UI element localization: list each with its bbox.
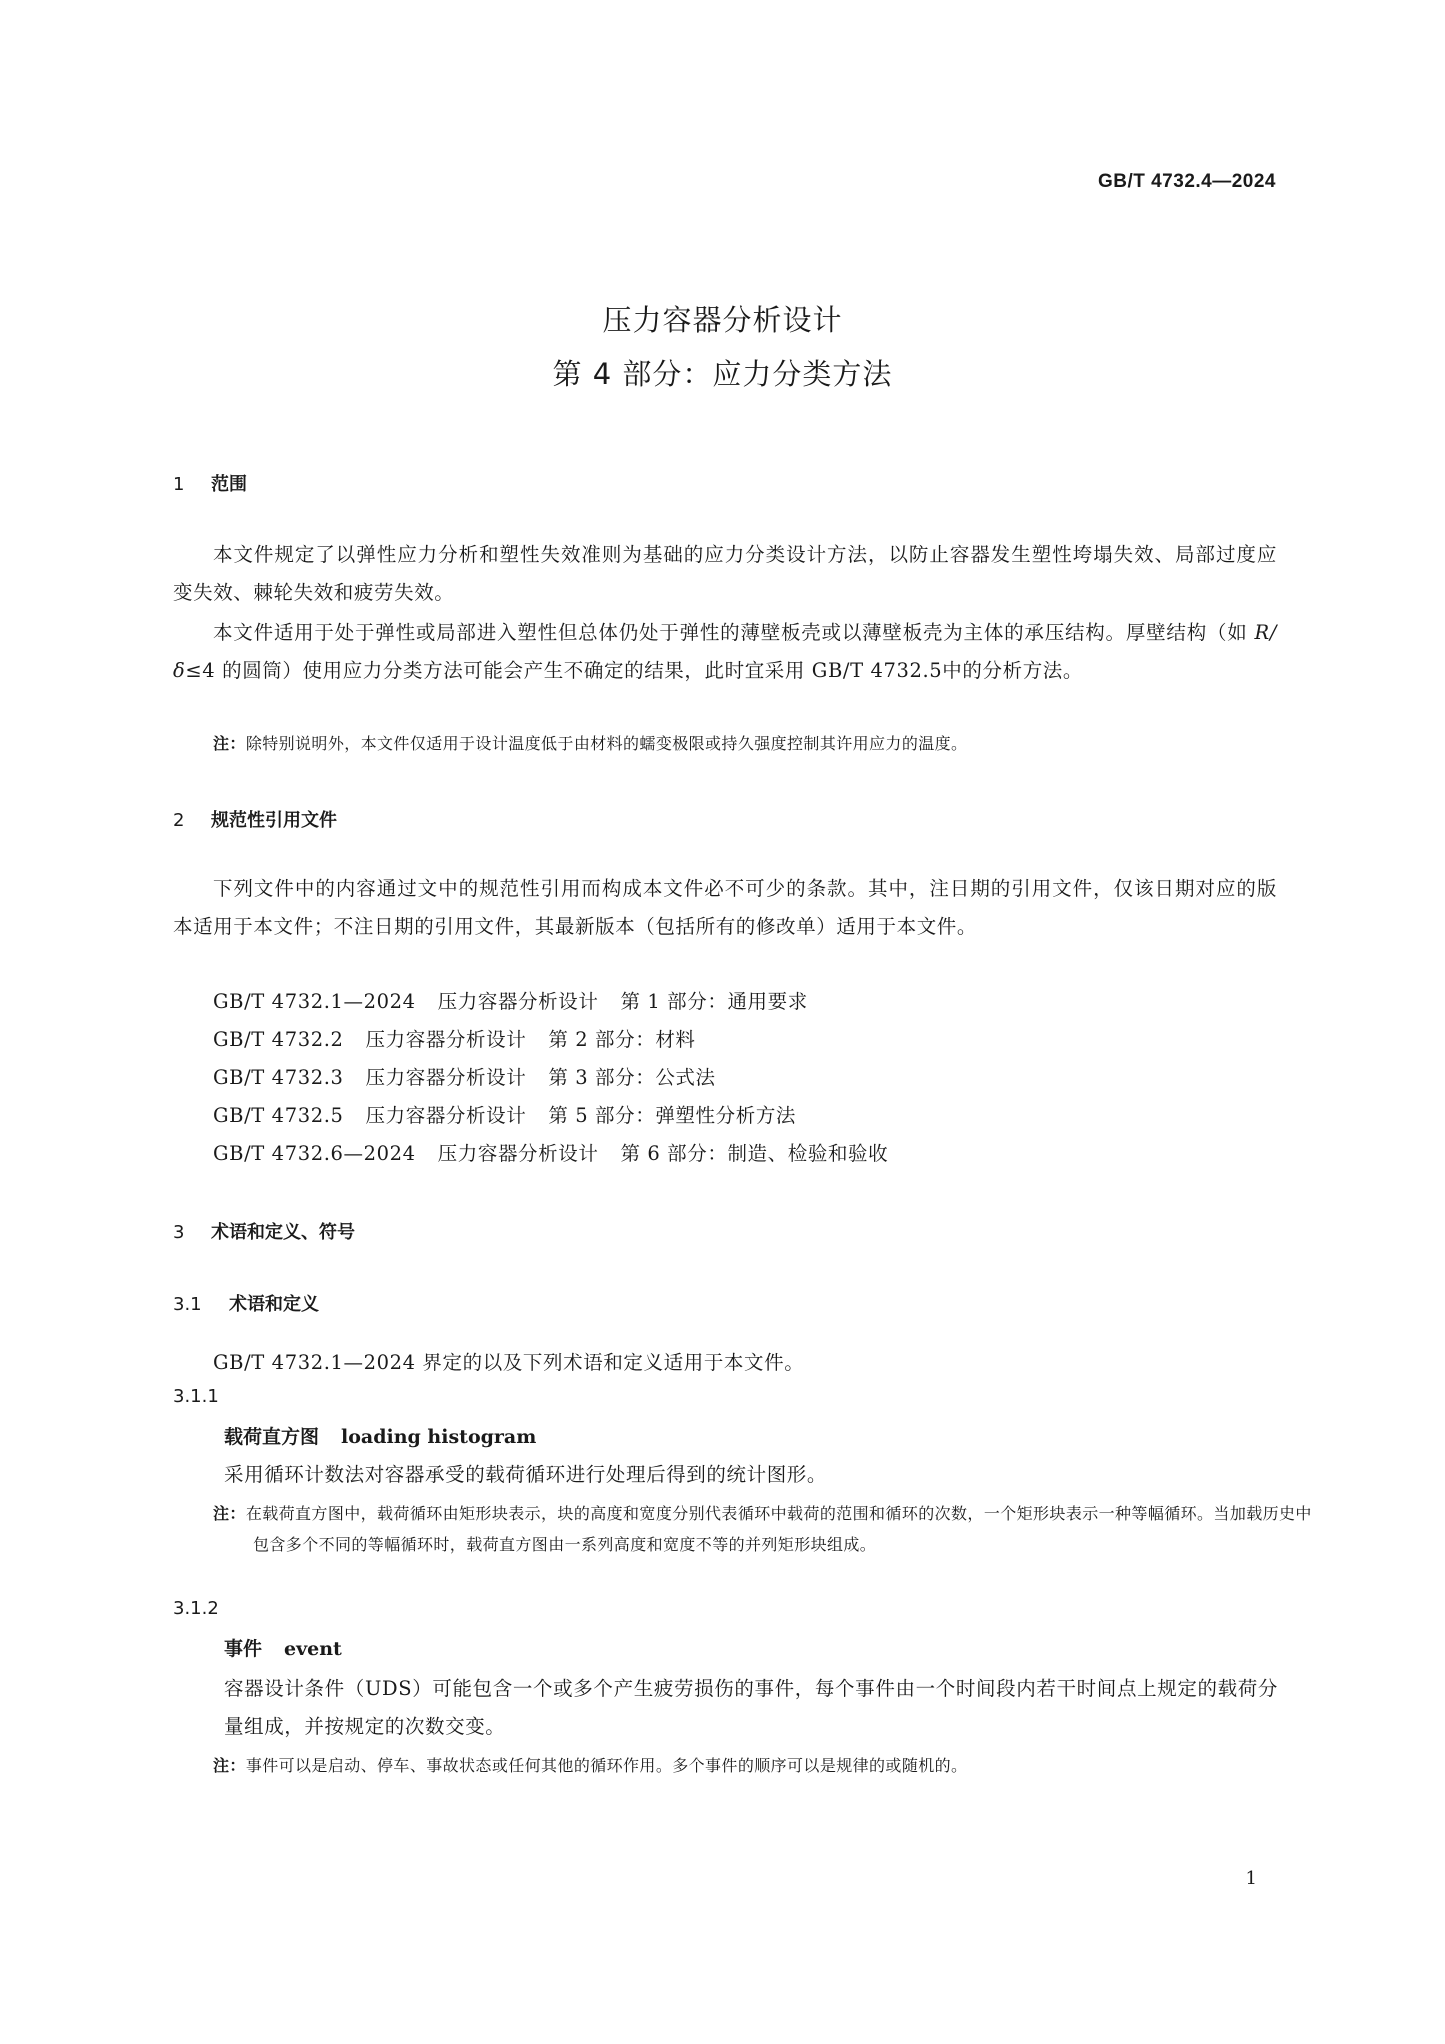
term-definition: 容器设计条件（UDS）可能包含一个或多个产生疲劳损伤的事件，每个事件由一个时间段内若干时间点上规定的载荷分量组成，并按规定的次数交变。 [224,1677,1278,1738]
subsection-number: 3.1 [173,1294,202,1315]
ref-code: GB/T 4732.2 [213,1028,344,1051]
term-name [224,1422,536,1449]
ref-code: GB/T 4732.1—2024 [213,990,416,1013]
term-zh: 载荷直方图 [224,1426,320,1448]
ref-name: 压力容器分析设计 [365,1066,527,1089]
paragraph-text: 本文件适用于处于弹性或局部进入塑性但总体仍处于弹性的薄壁板壳或以薄壁板壳为主体的承压结构。厚壁结构（如 [213,621,1255,644]
section-2-paragraph-1: 下列文件中的内容通过文中的规范性引用而构成本文件必不可少的条款。其中，注日期的引用文件，仅该日期对应的版本适用于本文件；不注日期的引用文件，其最新版本（包括所有的修改单）适用于本文件。 [173,877,1277,938]
section-1-paragraph-2 [173,614,1277,690]
ref-code: GB/T 4732.5 [213,1104,344,1127]
ref-part: 第 3 部分：公式法 [548,1066,716,1089]
ref-part: 第 2 部分：材料 [548,1028,696,1051]
document-title: 压力容器分析设计 [602,303,843,337]
note-text: 在载荷直方图中，载荷循环由矩形块表示，块的高度和宽度分别代表循环中载荷的范围和循环的次数，一个矩形块表示一种等幅循环。当加载历史中包含多个不同的等幅循环时，载荷直方图由一系列高度和宽度不等的并列矩形块组成。 [245,1504,1312,1554]
subsection-title: 术语和定义 [229,1294,319,1315]
term-definition: 采用循环计数法对容器承受的载荷循环进行处理后得到的统计图形。 [224,1463,828,1486]
ref-code: GB/T 4732.6—2024 [213,1142,416,1165]
term-number: 3.1.2 [173,1598,219,1619]
section-title: 规范性引用文件 [211,810,337,831]
term-note [213,1750,1279,1781]
section-2-heading [173,806,337,832]
section-1-note [213,728,1279,759]
math-ratio: R/δ [173,621,1277,682]
note-text: 事件可以是启动、停车、事故状态或任何其他的循环作用。多个事件的顺序可以是规律的或随机的。 [245,1756,968,1775]
note-label: 注： [213,1756,246,1775]
note-label: 注： [213,1504,246,1523]
note-label: 注： [213,734,246,753]
page-number: 1 [1245,1868,1257,1889]
section-1-heading [173,470,247,496]
paragraph-text: ≤4 的圆筒）使用应力分类方法可能会产生不确定的结果，此时宜采用 GB/T 4732.5中的分析方法。 [185,659,1083,682]
ref-part: 第 1 部分：通用要求 [620,990,808,1013]
section-1-paragraph-1: 本文件规定了以弹性应力分析和塑性失效准则为基础的应力分类设计方法，以防止容器发生塑性垮塌失效、局部过度应变失效、棘轮失效和疲劳失效。 [173,543,1277,604]
term-zh: 事件 [224,1638,263,1660]
section-3-heading [173,1218,355,1244]
section-number: 2 [173,810,185,831]
ref-code: GB/T 4732.3 [213,1066,344,1089]
ref-name: 压力容器分析设计 [365,1104,527,1127]
section-title: 术语和定义、符号 [211,1222,355,1243]
ref-name: 压力容器分析设计 [437,1142,599,1165]
ref-part: 第 5 部分：弹塑性分析方法 [548,1104,797,1127]
ref-name: 压力容器分析设计 [437,990,599,1013]
section-title: 范围 [211,474,247,495]
normative-reference [213,1024,718,1052]
term-number: 3.1.1 [173,1386,219,1407]
section-3-1-paragraph: GB/T 4732.1—2024 界定的以及下列术语和定义适用于本文件。 [213,1351,805,1374]
term-name [224,1634,342,1661]
note-text: 除特别说明外，本文件仅适用于设计温度低于由材料的蠕变极限或持久强度控制其许用应力的温度。 [245,734,968,753]
ref-name: 压力容器分析设计 [365,1028,527,1051]
section-number: 1 [173,474,185,495]
normative-reference [213,1062,738,1090]
term-note [213,1498,1319,1560]
document-subtitle: 第 4 部分：应力分类方法 [552,357,893,391]
term-en: event [284,1638,342,1660]
ref-part: 第 6 部分：制造、检验和验收 [620,1142,889,1165]
term-en: loading histogram [341,1426,537,1448]
standard-code: GB/T 4732.4—2024 [1097,171,1276,192]
normative-reference [213,1100,818,1128]
normative-reference [213,1138,910,1166]
section-3-1-heading [173,1290,319,1316]
normative-reference [213,986,830,1014]
section-number: 3 [173,1222,185,1243]
